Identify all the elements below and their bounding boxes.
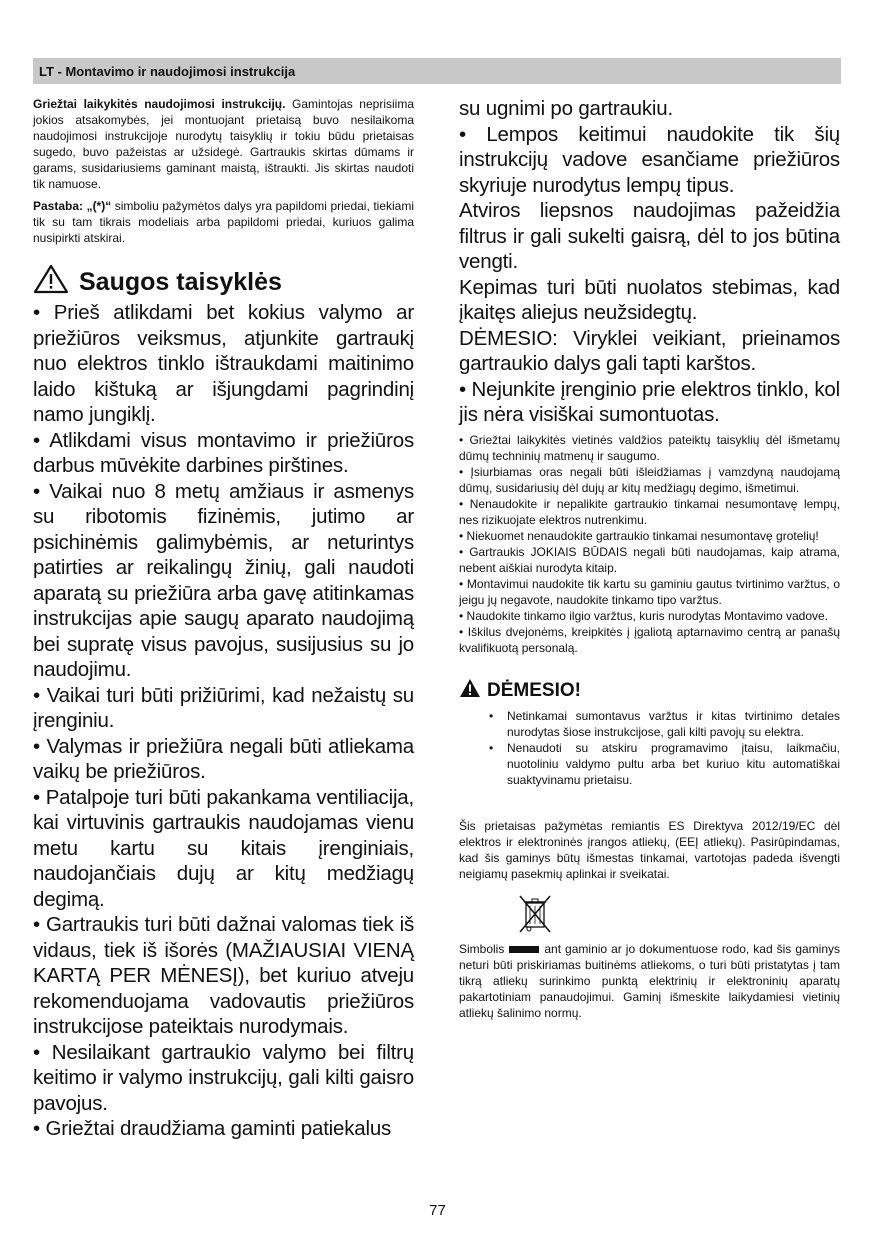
safety-small-paragraph: • Griežtai laikykitės vietinės valdžios pateiktų taisyklių dėl išmetamų dūmų techninių matmenų ir saugumo.: [459, 432, 840, 463]
safety-paragraph: • Valymas ir priežiūra negali būti atliekama vaikų be priežiūros.: [33, 734, 414, 783]
safety-small-paragraph: • Montavimui naudokite tik kartu su gaminiu gautus tvirtinimo varžtus, o jeigu jų negavote, naudokite tinkamo tipo varžtus.: [459, 576, 840, 607]
safety-small-paragraph: • Įsiurbiamas oras negali būti išleidžiamas į vamzdyną naudojamą dūmų, susidariusių dėl dujų ar kitų medžiagų degimo, išmetimui.: [459, 464, 840, 495]
safety-paragraph: • Nejunkite įrenginio prie elektros tinklo, kol jis nėra visiškai sumontuotas.: [459, 377, 840, 426]
intro-bold-lead: Griežtai laikykitės naudojimosi instrukcijų.: [33, 97, 286, 111]
safety-paragraph: • Patalpoje turi būti pakankama ventiliacija, kai virtuvinis gartraukis naudojamas vienu metu kartu su kitais įrenginiais, naudojančiais dujų ar kitų medžiagų degimą.: [33, 785, 414, 911]
safety-paragraph: • Nesilaikant gartraukio valymo bei filtrų keitimo ir valymo instrukcijų, gali kilti gaisro pavojus.: [33, 1040, 414, 1115]
safety-paragraph: • Vaikai nuo 8 metų amžiaus ir asmenys su ribotomis fizinėmis, jutimo ar psichinėmis galimybėmis, ar neturintys patirties ar reikalingų žinių, gali naudoti aparatą su priežiūra arba gavę atitinkamas instrukcijas apie saugų aparato naudojimą bei supratę visus pavojus, susijusius su jo naudojimu.: [33, 479, 414, 681]
note-lead: Pastaba:: [33, 199, 84, 213]
safety-paragraph: • Prieš atlikdami bet kokius valymo ar priežiūros veiksmus, atjunkite gartraukį nuo elektros tinklo ištraukdami maitinimo laido kištuką ar išjungdami pagrindinį namo jungiklį.: [33, 301, 414, 426]
safety-small-paragraph: • Naudokite tinkamo ilgio varžtus, kuris nurodytas Montavimo vadove.: [459, 608, 829, 623]
attention-title: DĖMESIO!: [487, 679, 581, 701]
safety-paragraph: • Vaikai turi būti prižiūrimi, kad nežaistų su įrenginiu.: [33, 683, 414, 732]
safety-paragraph: Atviros liepsnos naudojimas pažeidžia filtrus ir gali sukelti gaisrą, dėl to jos būtina vengti.: [459, 199, 840, 273]
document-header: [33, 58, 841, 84]
list-item: • Nenaudoti su atskiru programavimo įtaisu, laikmačiu, nuotoliniu valdymo pultu arba bet kuriuo kitu automatiškai suaktyvinamu prietaisu.: [507, 740, 840, 788]
safety-small-paragraph: • Niekuomet nenaudokite gartraukio tinkamai nesumontavę grotelių!: [459, 528, 819, 543]
note-paragraph: [33, 198, 414, 246]
safety-left-text: [33, 300, 414, 1142]
right-column: [459, 96, 840, 1021]
safety-paragraph: • Gartraukis turi būti dažnai valomas tiek iš vidaus, tiek iš išorės (MAŽIAUSIAI VIENĄ KARTĄ PER MĖNESĮ), bet kuriuo atveju rekomenduojama vadovautis priežiūros instrukcijose pateiktais nurodymais.: [33, 913, 414, 1038]
weee-symbol-text: ant gaminio ar jo dokumentuose rodo, kad šis gaminys neturi būti priskiriamas buitinėms atliekoms, o turi būti pristatytas į tam tikrą atliekų surinkimo punktą elektrinių ir elektroninių aparatų pakartotiniam panaudojimui. Gaminį išmeskite laikydamiesi vietinių atliekų šalinimo normų.: [459, 941, 840, 1020]
weee-symbol-wrapper: [517, 894, 840, 939]
crossed-bin-icon: [517, 894, 553, 939]
safety-paragraph: • Lempos keitimui naudokite tik šių instrukcijų vadove esančiame priežiūros skyriuje nurodytus lempų tipus.: [459, 122, 840, 197]
intro-text: Gamintojas neprisiima jokios atsakomybės, jei montuojant prietaisą buvo nesilaikoma naudojimosi instrukcijoje nurodytų taisyklių ir tokiu būdu prietaisas sugedo, buvo pažeistas ar užsidegė. Gartraukis skirtas dūmams ir garams, susidariusiems gaminant maistą, ištraukti. Jis skirtas naudoti tik namuose.: [33, 97, 414, 191]
safety-small-paragraph: • Nenaudokite ir nepalikite gartraukio tinkamai nesumontavę lempų, nes rizikuojate elektros nutrenkimu.: [459, 496, 840, 527]
safety-paragraph: • Griežtai draudžiama gaminti patiekalus: [33, 1117, 392, 1140]
safety-heading: [33, 266, 414, 298]
page-number: 77: [429, 1202, 446, 1219]
left-column: [33, 96, 414, 1142]
safety-small-text: [459, 432, 840, 656]
weee-symbol-paragraph: [459, 941, 840, 1021]
list-item: • Netinkamai sumontavus varžtus ir kitas tvirtinimo detales nurodytas šiose instrukcijose, gali kilti pavojų su elektra.: [507, 708, 840, 740]
warning-filled-icon: [459, 678, 481, 704]
note-symbol: „(*)“: [86, 199, 112, 213]
note-text: simboliu pažymėtos dalys yra papildomi priedai, tiekiami tik su tam tikrais modeliais arba papildomi priedai, kuriuos galima nusipirkti atskirai.: [33, 199, 414, 245]
safety-paragraph: DĖMESIO: Viryklei veikiant, prieinamos gartraukio dalys gali tapti karštos.: [459, 326, 840, 375]
attention-list: [459, 708, 840, 788]
safety-small-paragraph: • Gartraukis JOKIAIS BŪDAIS negali būti naudojamas, kaip atrama, nebent aiškiai nurodyta kitaip.: [459, 544, 840, 575]
safety-title: Saugos taisyklės: [79, 267, 282, 296]
weee-bar-icon: [509, 946, 539, 953]
intro-paragraph: [33, 96, 414, 192]
weee-directive: Šis prietaisas pažymėtas remiantis ES Direktyva 2012/19/EC dėl elektros ir elektroninės įrangos atliekų, (EEĮ atliekų). Pasirūpindamas, kad šis gaminys būtų išmestas tinkamai, vartotojas padeda išvengti neigiamų pasekmių aplinkai ir sveikatai.: [459, 818, 840, 881]
safety-small-paragraph: • Iškilus dvejonėms, kreipkitės į įgaliotą aptarnavimo centrą ar panašų kvalifikuotą personalą.: [459, 624, 840, 655]
safety-paragraph: Kepimas turi būti nuolatos stebimas, kad įkaitęs aliejus neužsidegtų.: [459, 275, 840, 324]
attention-heading: [459, 678, 840, 704]
safety-right-text: [459, 96, 840, 428]
warning-triangle-icon: [33, 264, 69, 301]
header-title: LT - Montavimo ir naudojimosi instrukcija: [39, 64, 296, 79]
safety-paragraph: su ugnimi po gartraukiu.: [459, 97, 673, 120]
weee-symbol-lead: Simbolis: [459, 941, 505, 956]
safety-paragraph: • Atlikdami visus montavimo ir priežiūros darbus mūvėkite darbines pirštines.: [33, 428, 414, 477]
